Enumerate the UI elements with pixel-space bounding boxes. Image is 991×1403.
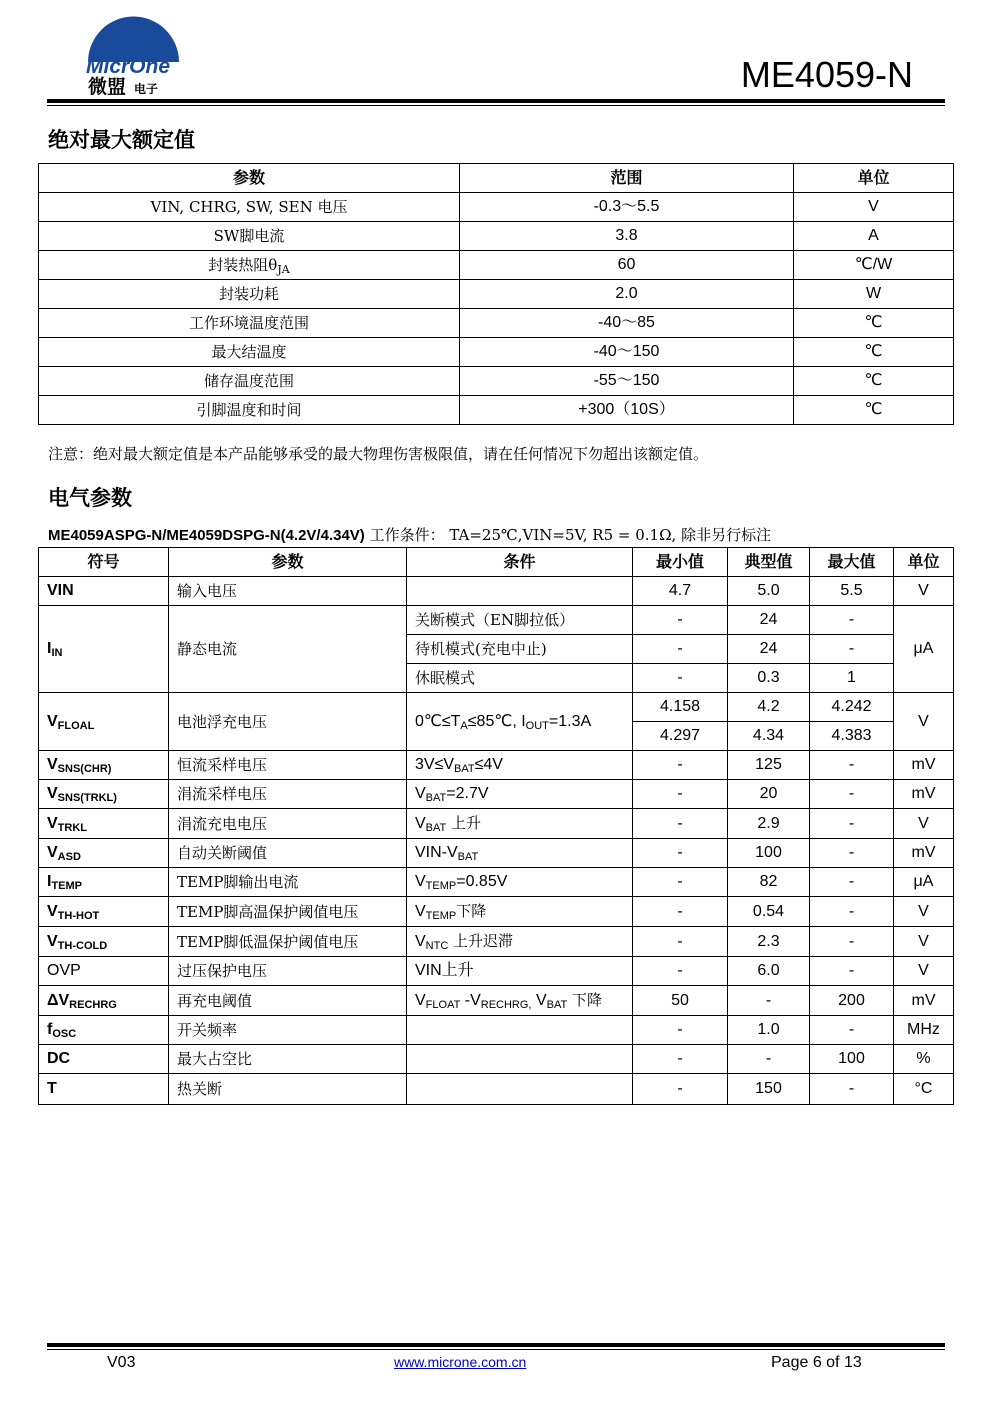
range-cell: -0.3～5.5	[460, 193, 794, 222]
param-cell: TEMP脚高温保护阈值电压	[169, 897, 407, 927]
max-cell: -	[810, 751, 894, 780]
unit-cell: V	[894, 693, 954, 751]
min-cell: 50	[633, 986, 728, 1016]
symbol-cell: $\Delta V_{RECHRG}$	[39, 986, 169, 1016]
logo-text: MicrOne	[86, 55, 171, 78]
unit-cell: ℃	[794, 396, 954, 425]
max-cell: -	[810, 606, 894, 635]
max-cell: -	[810, 957, 894, 986]
typ-cell: 5.0	[728, 577, 810, 606]
symbol-cell: $V_{SNS(TRKL)}$	[39, 780, 169, 809]
table-row	[39, 396, 954, 425]
range-cell: 60	[460, 251, 794, 280]
conditions-text: 工作条件： TA=25℃,VIN=5V, R5 = 0.1Ω, 除非另行标注	[364, 526, 772, 544]
max-cell: 200	[810, 986, 894, 1016]
unit-cell: V	[894, 957, 954, 986]
unit-cell: W	[794, 280, 954, 309]
unit-cell: mV	[894, 986, 954, 1016]
symbol-cell: $V_{ASD}$	[39, 839, 169, 868]
typ-cell: 125	[728, 751, 810, 780]
param-cell: VIN, CHRG, SW, SEN 电压	[39, 193, 460, 222]
range-cell: -55～150	[460, 367, 794, 396]
max-cell: 100	[810, 1045, 894, 1074]
unit-cell: %	[894, 1045, 954, 1074]
min-cell: -	[633, 635, 728, 664]
col-header: 符号	[39, 548, 169, 577]
min-cell: -	[633, 1074, 728, 1105]
typ-cell: 1.0	[728, 1016, 810, 1045]
max-cell: 4.383	[810, 722, 894, 751]
table-row	[39, 251, 954, 280]
table-row	[39, 751, 954, 780]
typ-cell: 24	[728, 606, 810, 635]
max-cell: 4.242	[810, 693, 894, 722]
table-row	[39, 693, 954, 722]
typ-cell: 2.9	[728, 809, 810, 839]
typ-cell: 4.34	[728, 722, 810, 751]
cond-cell	[407, 1045, 633, 1074]
col-header: 单位	[794, 164, 954, 193]
typ-cell: 150	[728, 1074, 810, 1105]
table-row	[39, 986, 954, 1016]
range-cell: 2.0	[460, 280, 794, 309]
table-row	[39, 897, 954, 927]
param-cell: SW脚电流	[39, 222, 460, 251]
website-link[interactable]: www.microne.com.cn	[394, 1354, 527, 1370]
max-cell: 5.5	[810, 577, 894, 606]
table-row	[39, 338, 954, 367]
typ-cell: 0.3	[728, 664, 810, 693]
cond-cell: $V_{TEMP}=0.85V$	[407, 868, 633, 897]
min-cell: -	[633, 751, 728, 780]
unit-cell: μA	[894, 868, 954, 897]
min-cell: -	[633, 606, 728, 635]
symbol-cell: $V_{TH-COLD}$	[39, 927, 169, 957]
param-cell: 封装功耗	[39, 280, 460, 309]
cond-cell: $0℃\le T_A\le 85℃$, $I_{OUT}=1.3A$	[407, 693, 633, 751]
company-logo	[84, 10, 184, 95]
unit-cell: mV	[894, 780, 954, 809]
param-cell: 恒流采样电压	[169, 751, 407, 780]
min-cell: -	[633, 780, 728, 809]
table-row	[39, 839, 954, 868]
unit-cell: V	[794, 193, 954, 222]
header-rule	[47, 99, 945, 103]
unit-cell: V	[894, 577, 954, 606]
cond-cell: VIN-$V_{BAT}$	[407, 839, 633, 868]
range-cell: +300（10S）	[460, 396, 794, 425]
table-row	[39, 309, 954, 338]
min-cell: -	[633, 897, 728, 927]
cond-cell	[407, 1074, 633, 1105]
max-cell: -	[810, 897, 894, 927]
param-cell: 开关频率	[169, 1016, 407, 1045]
symbol-cell: $V_{TRKL}$	[39, 809, 169, 839]
typ-cell: 24	[728, 635, 810, 664]
unit-cell: °C	[894, 1074, 954, 1105]
typ-cell: 2.3	[728, 927, 810, 957]
cond-cell: $V_{BAT}=2.7V$	[407, 780, 633, 809]
cond-cell: $V_{NTC}$ 上升迟滞	[407, 927, 633, 957]
col-header: 参数	[169, 548, 407, 577]
max-cell: -	[810, 1016, 894, 1045]
min-cell: -	[633, 927, 728, 957]
param-cell: 涓流采样电压	[169, 780, 407, 809]
col-header: 参数	[39, 164, 460, 193]
unit-cell: ℃	[794, 367, 954, 396]
symbol-cell: OVP	[39, 957, 169, 986]
unit-cell: mV	[894, 751, 954, 780]
footer-rule-thin	[47, 1349, 945, 1350]
unit-cell: MHz	[894, 1016, 954, 1045]
symbol-cell: $I_{IN}$	[39, 606, 169, 693]
unit-cell: A	[794, 222, 954, 251]
typ-cell: 6.0	[728, 957, 810, 986]
typ-cell: 100	[728, 839, 810, 868]
cond-cell: VIN上升	[407, 957, 633, 986]
param-cell: 最大结温度	[39, 338, 460, 367]
cond-cell	[407, 577, 633, 606]
param-cell: 涓流充电电压	[169, 809, 407, 839]
max-cell: 1	[810, 664, 894, 693]
table-header-row	[39, 164, 954, 193]
cond-cell	[407, 1016, 633, 1045]
unit-cell: V	[894, 927, 954, 957]
param-cell: 输入电压	[169, 577, 407, 606]
col-header: 条件	[407, 548, 633, 577]
param-cell: 储存温度范围	[39, 367, 460, 396]
table-row	[39, 1045, 954, 1074]
param-cell: 热关断	[169, 1074, 407, 1105]
typ-cell: 20	[728, 780, 810, 809]
abs-max-heading: 绝对最大额定值	[48, 128, 195, 152]
col-header: 单位	[894, 548, 954, 577]
min-cell: -	[633, 809, 728, 839]
typ-cell: 82	[728, 868, 810, 897]
param-cell: 过压保护电压	[169, 957, 407, 986]
table-row	[39, 577, 954, 606]
unit-cell: μA	[894, 606, 954, 693]
cond-cell: 待机模式(充电中止)	[407, 635, 633, 664]
col-header: 典型值	[728, 548, 810, 577]
table-row	[39, 193, 954, 222]
abs-max-table	[38, 163, 954, 425]
param-cell: 静态电流	[169, 606, 407, 693]
min-cell: 4.158	[633, 693, 728, 722]
max-cell: -	[810, 780, 894, 809]
table-row	[39, 809, 954, 839]
cond-cell: 关断模式（EN脚拉低）	[407, 606, 633, 635]
min-cell: -	[633, 839, 728, 868]
col-header: 最大值	[810, 548, 894, 577]
cond-cell: $V_{TEMP}$下降	[407, 897, 633, 927]
symbol-cell: $V_{FLOAL}$	[39, 693, 169, 751]
cond-cell: $3V\le V_{BAT}\le 4V$	[407, 751, 633, 780]
symbol-cell: T	[39, 1074, 169, 1105]
unit-cell: ℃	[794, 338, 954, 367]
unit-cell: V	[894, 809, 954, 839]
max-cell: -	[810, 809, 894, 839]
cond-cell: 休眠模式	[407, 664, 633, 693]
range-cell: 3.8	[460, 222, 794, 251]
table-row	[39, 1074, 954, 1105]
col-header: 范围	[460, 164, 794, 193]
param-cell: 自动关断阈值	[169, 839, 407, 868]
symbol-cell: VIN	[39, 577, 169, 606]
cond-cell: $V_{BAT}$ 上升	[407, 809, 633, 839]
max-cell: -	[810, 635, 894, 664]
typ-cell: -	[728, 986, 810, 1016]
range-cell: -40～85	[460, 309, 794, 338]
table-row	[39, 280, 954, 309]
table-row	[39, 367, 954, 396]
table-header-row	[39, 548, 954, 577]
min-cell: -	[633, 664, 728, 693]
max-cell: -	[810, 868, 894, 897]
table-row	[39, 1016, 954, 1045]
elec-table	[38, 547, 954, 1105]
logo-cn2: 电子	[134, 82, 159, 95]
param-cell: TEMP脚输出电流	[169, 868, 407, 897]
table-row	[39, 222, 954, 251]
version-label: V03	[107, 1354, 136, 1371]
abs-max-note: 注意：绝对最大额定值是本产品能够承受的最大物理伤害极限值，请在任何情况下勿超出该额定值。	[48, 445, 709, 463]
param-cell: 最大占空比	[169, 1045, 407, 1074]
part-numbers: ME4059ASPG-N/ME4059DSPG-N(4.2V/4.34V)	[48, 527, 365, 544]
unit-cell: ℃/W	[794, 251, 954, 280]
symbol-cell: DC	[39, 1045, 169, 1074]
min-cell: -	[633, 957, 728, 986]
table-row	[39, 927, 954, 957]
table-row	[39, 606, 954, 635]
min-cell: 4.7	[633, 577, 728, 606]
symbol-cell: $V_{SNS(CHR)}$	[39, 751, 169, 780]
param-cell: 工作环境温度范围	[39, 309, 460, 338]
table-row	[39, 780, 954, 809]
unit-cell: ℃	[794, 309, 954, 338]
param-cell: 再充电阈值	[169, 986, 407, 1016]
typ-cell: 0.54	[728, 897, 810, 927]
footer-link-wrap	[394, 1354, 526, 1372]
page-number: Page 6 of 13	[771, 1354, 862, 1371]
param-cell: 电池浮充电压	[169, 693, 407, 751]
min-cell: -	[633, 868, 728, 897]
table-row	[39, 957, 954, 986]
max-cell: -	[810, 927, 894, 957]
col-header: 最小值	[633, 548, 728, 577]
footer-rule	[47, 1343, 945, 1347]
max-cell: -	[810, 839, 894, 868]
range-cell: -40～150	[460, 338, 794, 367]
max-cell: -	[810, 1074, 894, 1105]
typ-cell: 4.2	[728, 693, 810, 722]
elec-subtitle	[48, 524, 771, 545]
unit-cell: V	[894, 897, 954, 927]
param-cell: 引脚温度和时间	[39, 396, 460, 425]
typ-cell: -	[728, 1045, 810, 1074]
table-row	[39, 868, 954, 897]
symbol-cell: $V_{TH-HOT}$	[39, 897, 169, 927]
symbol-cell: $I_{TEMP}$	[39, 868, 169, 897]
header-rule-thin	[47, 105, 945, 106]
cond-cell: $V_{FLOAT}$ $-V_{RECHRG,}$ $V_{BAT}$ 下降	[407, 986, 633, 1016]
elec-heading: 电气参数	[48, 486, 132, 510]
min-cell: -	[633, 1016, 728, 1045]
min-cell: 4.297	[633, 722, 728, 751]
logo-graphic	[84, 10, 184, 95]
min-cell: -	[633, 1045, 728, 1074]
logo-cn: 微盟	[88, 76, 127, 95]
symbol-cell: $f_{OSC}$	[39, 1016, 169, 1045]
param-cell: 封装热阻$\theta_{JA}$	[39, 251, 460, 280]
unit-cell: mV	[894, 839, 954, 868]
param-cell: TEMP脚低温保护阈值电压	[169, 927, 407, 957]
document-title: ME4059-N	[740, 54, 913, 95]
